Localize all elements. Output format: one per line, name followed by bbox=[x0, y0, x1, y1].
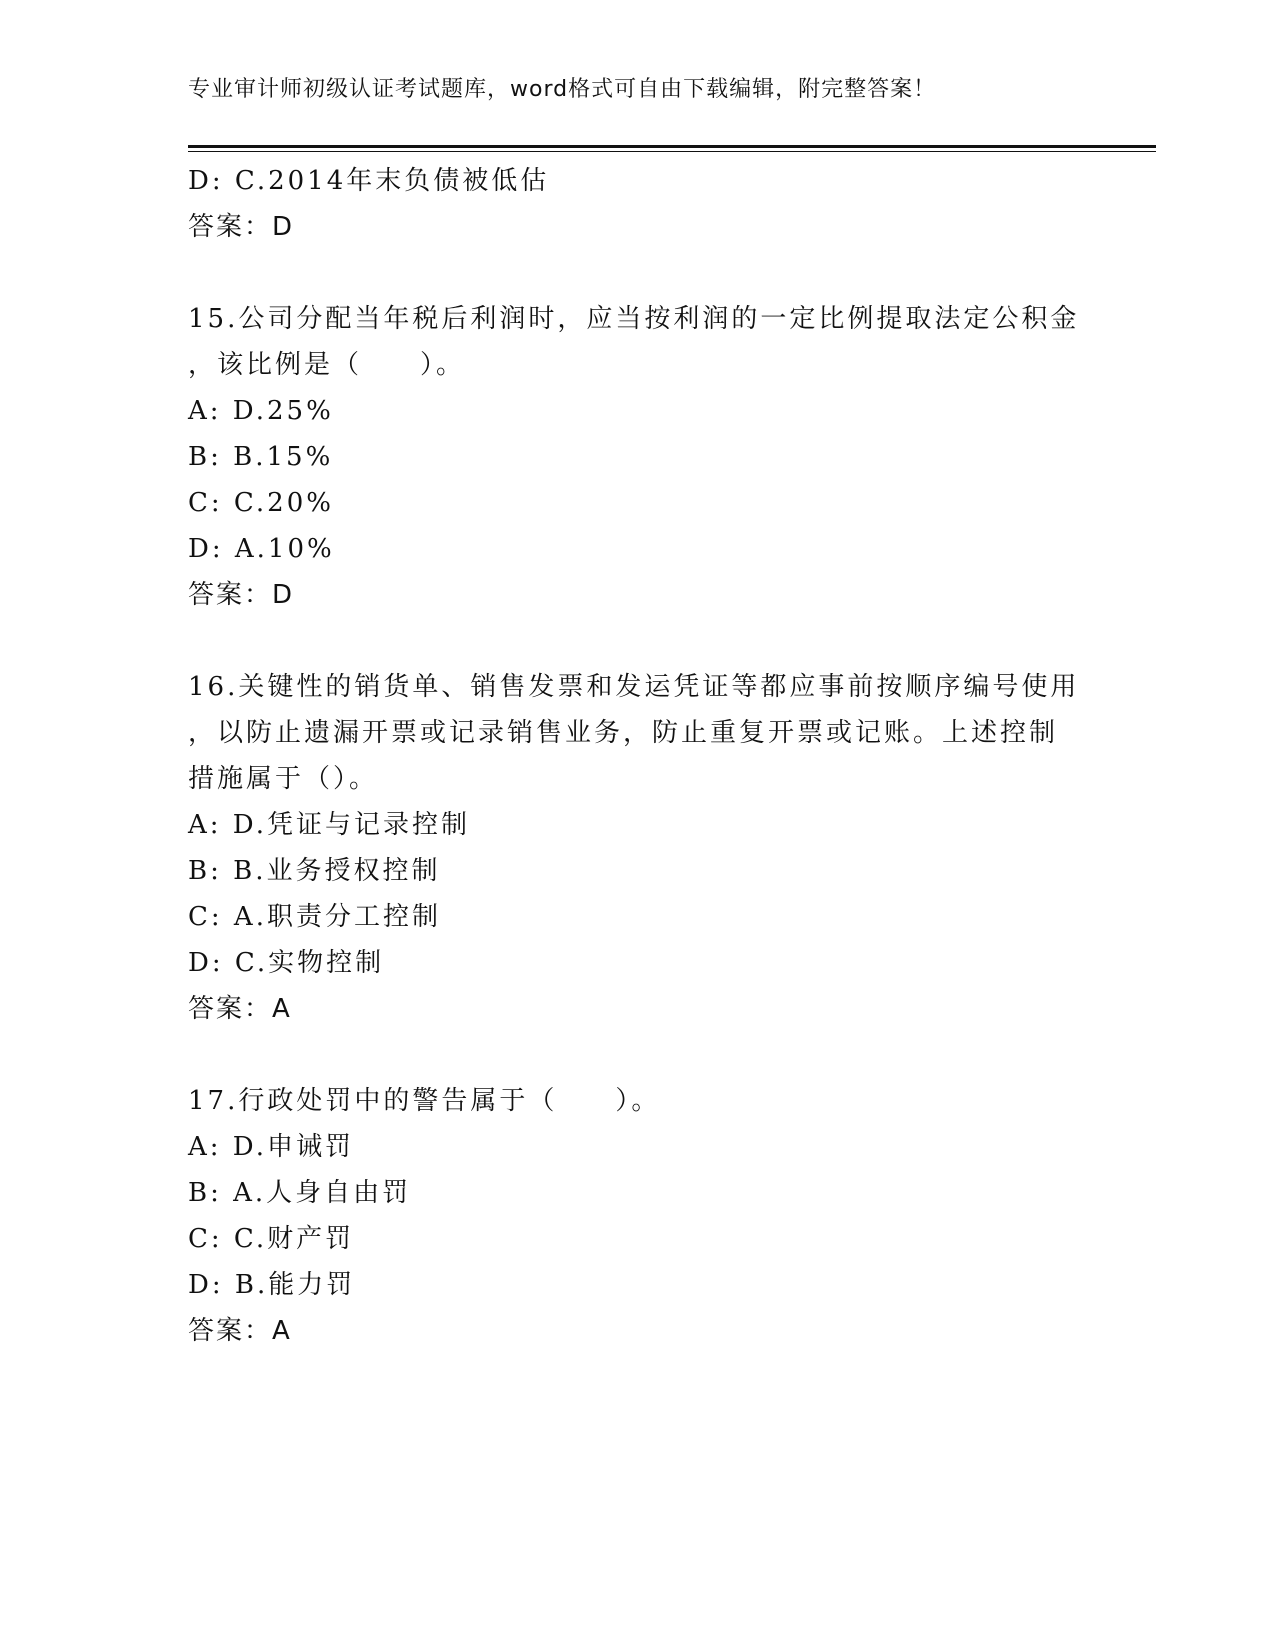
option-a: A: D.申诫罚 bbox=[188, 1132, 354, 1162]
option-c: C: C.20% bbox=[188, 488, 334, 518]
question-text: ，该比例是（ ）。 bbox=[188, 350, 466, 380]
option-line: D: C.2014年末负债被低估 bbox=[188, 166, 550, 196]
answer-line: 答案：A bbox=[188, 1316, 292, 1346]
question-16 bbox=[188, 664, 1088, 1032]
answer-line: 答案：D bbox=[188, 212, 295, 242]
option-b: B: B.业务授权控制 bbox=[188, 856, 441, 886]
option-a: A: D.凭证与记录控制 bbox=[188, 810, 470, 840]
question-text: 措施属于（）。 bbox=[188, 764, 379, 794]
spacer bbox=[188, 250, 1088, 296]
question-17 bbox=[188, 1078, 1088, 1354]
question-text: 15.公司分配当年税后利润时，应当按利润的一定比例提取法定公积金 bbox=[188, 304, 1080, 334]
question-text: ，以防止遗漏开票或记录销售业务，防止重复开票或记账。上述控制 bbox=[188, 718, 1059, 748]
answer-line: 答案：D bbox=[188, 580, 295, 610]
option-a: A: D.25% bbox=[188, 396, 334, 426]
header-rule-thick bbox=[188, 145, 1156, 148]
option-c: C: C.财产罚 bbox=[188, 1224, 355, 1254]
document-body bbox=[188, 158, 1088, 1354]
spacer bbox=[188, 618, 1088, 664]
option-d: D: B.能力罚 bbox=[188, 1270, 356, 1300]
option-b: B: B.15% bbox=[188, 442, 334, 472]
option-d: D: A.10% bbox=[188, 534, 335, 564]
header-rule-thin bbox=[188, 151, 1156, 152]
option-c: C: A.职责分工控制 bbox=[188, 902, 441, 932]
question-15 bbox=[188, 296, 1088, 618]
question-text: 16.关键性的销货单、销售发票和发运凭证等都应事前按顺序编号使用 bbox=[188, 672, 1080, 702]
question-text: 17.行政处罚中的警告属于（ ）。 bbox=[188, 1086, 661, 1116]
spacer bbox=[188, 1032, 1088, 1078]
answer-line: 答案：A bbox=[188, 994, 292, 1024]
option-d: D: C.实物控制 bbox=[188, 948, 385, 978]
page-header: 专业审计师初级认证考试题库，word格式可自由下载编辑，附完整答案！ bbox=[188, 77, 937, 102]
option-b: B: A.人身自由罚 bbox=[188, 1178, 412, 1208]
